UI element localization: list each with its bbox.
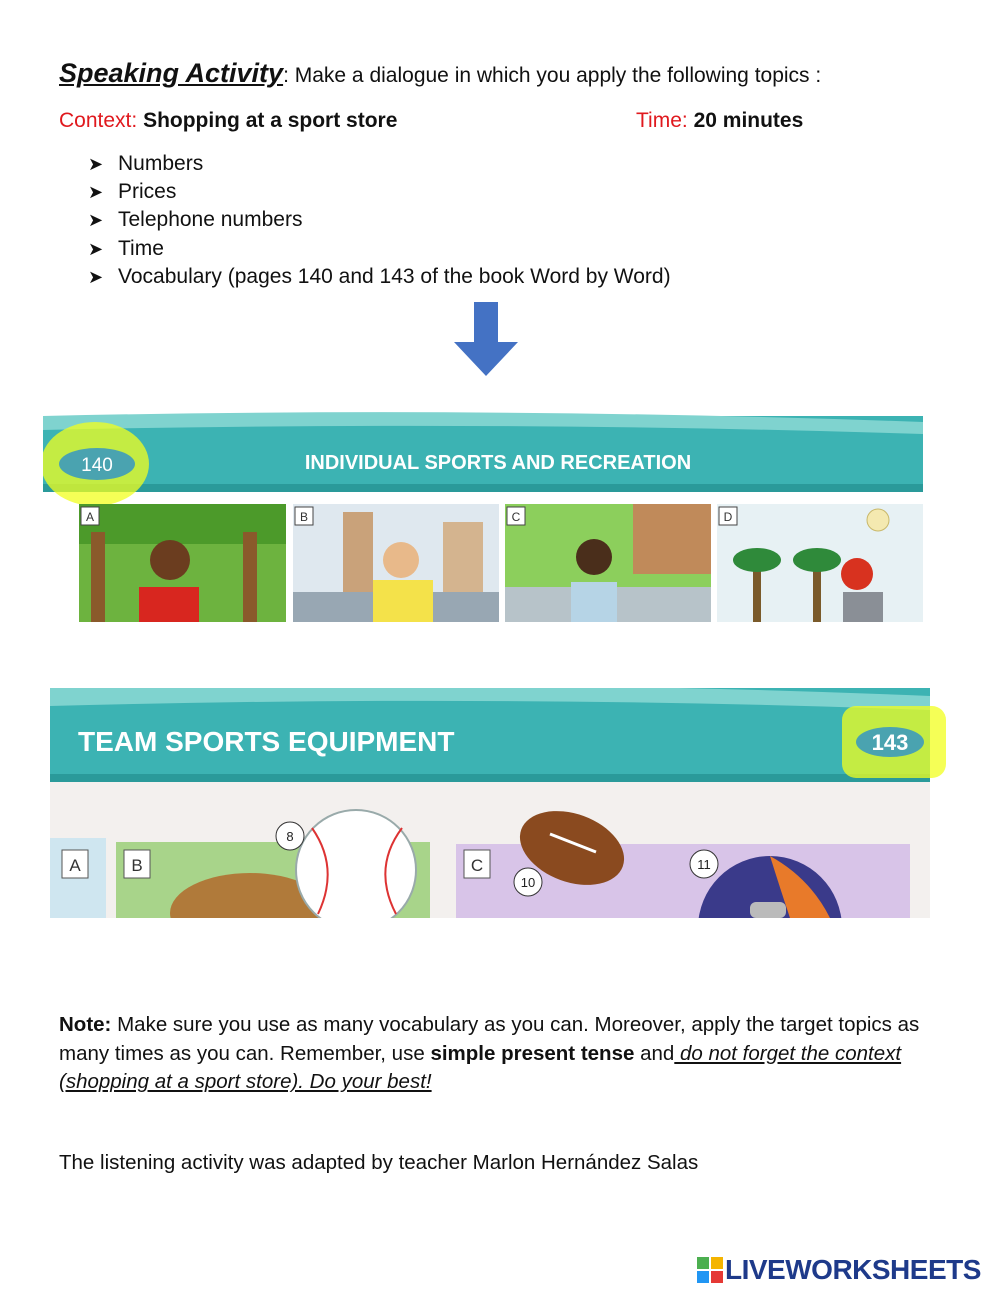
arrow-bullet-icon: ➤: [88, 238, 104, 259]
banner-title: INDIVIDUAL SPORTS AND RECREATION: [304, 452, 692, 474]
panel-label: C: [470, 856, 484, 875]
time-line: [636, 109, 803, 133]
context-line: [59, 109, 397, 133]
panel-label: A: [85, 510, 95, 524]
activity-instruction: : Make a dialogue in which you apply the following topics :: [283, 64, 822, 87]
page-number-143: 143: [871, 730, 909, 755]
arrow-bullet-icon: ➤: [88, 210, 104, 231]
context-value: Shopping at a sport store: [143, 109, 398, 132]
note-underlined: do not forget the context (shopping at a sport store). Do your best!: [59, 1041, 902, 1093]
liveworksheets-logo-icon: [697, 1257, 723, 1283]
context-label: Context:: [59, 109, 138, 132]
banner-title: TEAM SPORTS EQUIPMENT: [78, 726, 455, 757]
page-number-140: 140: [81, 455, 113, 476]
note-paragraph: Note: Make sure you use as many vocabulary as you can. Moreover, apply the target topics as many times as you can. Remember, use simple present tense and do not forget the context (shopping at a sport store). Do your best!: [59, 1013, 920, 1093]
note-emphasis: simple present tense: [430, 1041, 635, 1065]
team-sports-equipment-image: [50, 688, 950, 918]
activity-heading: [59, 58, 821, 89]
logo-text: LIVEWORKSHEETS: [725, 1254, 981, 1285]
callout-number: 10: [520, 875, 536, 890]
down-arrow-icon: [454, 302, 518, 376]
arrow-bullet-icon: ➤: [88, 182, 104, 203]
time-value: 20 minutes: [693, 109, 804, 132]
note-label: Note:: [59, 1013, 112, 1036]
list-item: ➤ Numbers: [88, 150, 671, 178]
panel-label: C: [511, 510, 521, 524]
panel-label: D: [723, 510, 733, 524]
list-item: ➤ Time: [88, 235, 671, 263]
liveworksheets-logo[interactable]: [697, 1254, 981, 1286]
list-item: ➤ Telephone numbers: [88, 206, 671, 234]
panel-label: A: [69, 856, 81, 875]
arrow-bullet-icon: ➤: [88, 154, 104, 174]
arrow-bullet-icon: ➤: [88, 266, 104, 287]
topics-list: [88, 150, 671, 291]
callout-number: 8: [286, 829, 294, 844]
callout-number: 11: [697, 857, 711, 872]
individual-sports-image: [43, 412, 923, 622]
activity-title: Speaking Activity: [59, 58, 284, 88]
list-item: ➤ Vocabulary (pages 140 and 143 of the book Word by Word): [88, 263, 671, 291]
panel-label: B: [299, 510, 309, 524]
credit-line: The listening activity was adapted by teacher Marlon Hernández Salas: [59, 1151, 699, 1174]
panel-label: B: [131, 856, 143, 875]
list-item: ➤ Prices: [88, 178, 671, 206]
time-label: Time:: [636, 109, 688, 132]
